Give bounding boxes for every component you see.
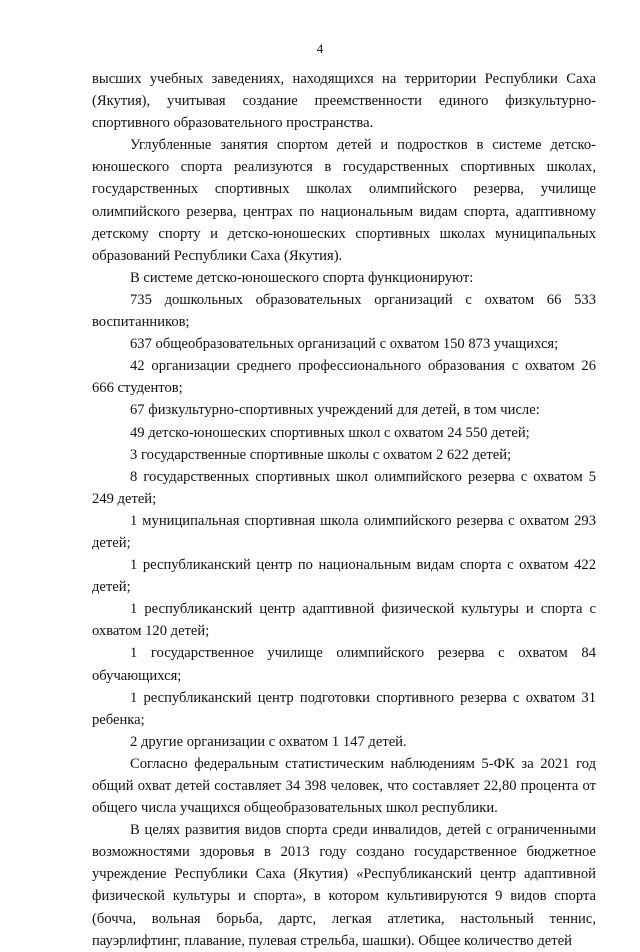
paragraph-continuation: высших учебных заведениях, находящихся на территории Республики Саха (Якутия), учитывая создание преемственности единого физкультурно-спортивного образовательного пространства.	[92, 71, 596, 132]
paragraph-statistics: Согласно федеральным статистическим наблюдениям 5-ФК за 2021 год общий охват детей составляет 34 398 человек, что составляет 22,80 процента от общего числа учащихся общеобразовательных школ республики.	[92, 755, 596, 817]
paragraph-list-intro: В системе детско-юношеского спорта функционируют:	[130, 269, 474, 286]
list-item: 735 дошкольных образовательных организаций с охватом 66 533 воспитанников;	[92, 291, 596, 331]
list-item: 1 республиканский центр по национальным видам спорта с охватом 422 детей;	[92, 557, 596, 596]
list-item: 2 другие организации с охватом 1 147 детей.	[130, 733, 407, 750]
list-item: 1 муниципальная спортивная школа олимпийского резерва с охватом 293 детей;	[92, 512, 596, 551]
list-item: 637 общеобразовательных организаций с охватом 150 873 учащихся;	[130, 336, 559, 353]
paragraph-adaptive-sports: В целях развития видов спорта среди инвалидов, детей с ограниченными возможностями здоровья в 2013 году создано государственное бюджетное учреждение Республики Саха (Якутия) «Республиканский центр адаптивной физической культуры и спорта», в котором культивируются 9 видов спорта (бочча, вольная борьба, дартс, легкая атлетика, настольный теннис, пауэрлифтинг, плавание, пулевая стрельба, шашки). Общее количество детей	[92, 822, 596, 949]
list-item: 1 государственное училище олимпийского резерва с охватом 84 обучающихся;	[92, 645, 596, 684]
list-item: 42 организации среднего профессионального образования с охватом 26 666 студентов;	[92, 358, 596, 397]
paragraph-sports-schools: Углубленные занятия спортом детей и подростков в системе детско-юношеского спорта реализуются в государственных спортивных школах, государственных спортивных школах олимпийского резерва, училище олимпийского резерва, центрах по национальным видам спорта, адаптивному детскому спорту и детско-юношеских спортивных школах муниципальных образований Республики Саха (Якутия).	[92, 137, 596, 264]
page-number: 4	[316, 41, 324, 56]
list-item: 1 республиканский центр адаптивной физической культуры и спорта с охватом 120 детей;	[92, 601, 596, 640]
list-item: 67 физкультурно-спортивных учреждений для детей, в том числе:	[130, 402, 540, 419]
list-item: 3 государственные спортивные школы с охватом 2 622 детей;	[130, 446, 512, 463]
list-item: 49 детско-юношеских спортивных школ с охватом 24 550 детей;	[130, 424, 530, 441]
list-item: 8 государственных спортивных школ олимпийского резерва с охватом 5 249 детей;	[92, 468, 596, 507]
document-body	[92, 68, 596, 952]
list-item: 1 республиканский центр подготовки спортивного резерва с охватом 31 ребенка;	[92, 689, 596, 728]
